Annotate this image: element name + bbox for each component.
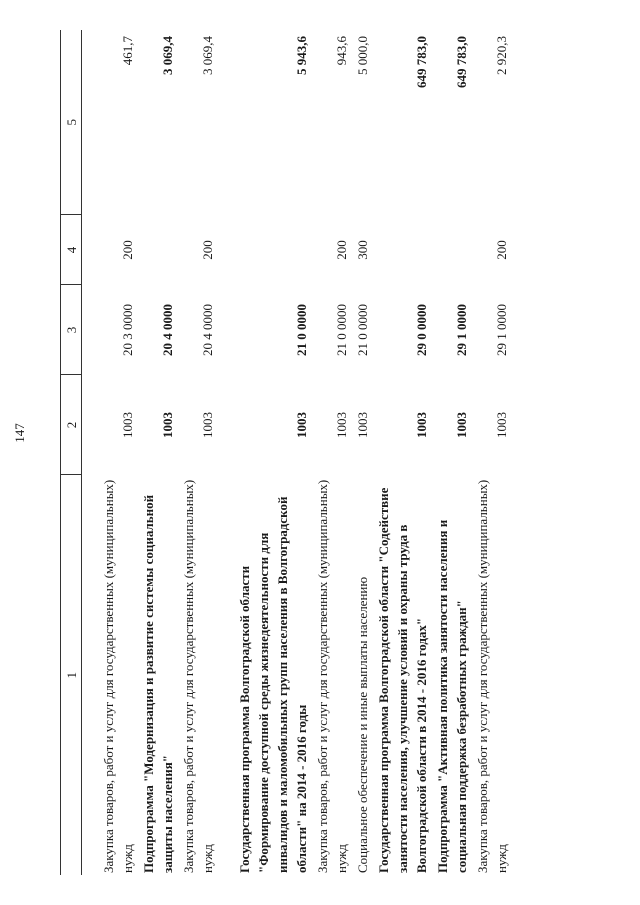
table-row: [178, 30, 218, 875]
row-expense-type: [138, 215, 178, 285]
row-target-code: 21 0 0000: [334, 304, 349, 356]
row-target-code: 21 0 0000: [355, 304, 370, 356]
row-amount: 461,7: [120, 36, 135, 66]
budget-table: [60, 30, 512, 875]
row-expense-type: 200: [120, 240, 135, 260]
table-row: [472, 30, 512, 875]
table-row: [98, 30, 138, 875]
row-amount: 649 783,0: [454, 36, 469, 88]
row-target-code: 21 0 0000: [294, 304, 309, 356]
row-expense-type: [432, 215, 472, 285]
row-amount: 943,6: [334, 36, 349, 66]
spacer-row: [82, 30, 99, 875]
row-section: 1003: [355, 412, 370, 438]
header-col-2: 2: [61, 375, 82, 475]
row-expense-type: 200: [494, 240, 509, 260]
table-body: [82, 30, 513, 875]
row-amount: 5 000,0: [355, 36, 370, 75]
row-section: 1003: [294, 412, 309, 438]
table-row: [312, 30, 352, 875]
row-section: 1003: [120, 412, 135, 438]
row-expense-type: 300: [355, 240, 370, 260]
table-row: [432, 30, 472, 875]
row-name: Закупка товаров, работ и услуг для государственных (муниципальных) нужд: [475, 479, 509, 873]
row-section: 1003: [200, 412, 215, 438]
row-expense-type: 200: [334, 240, 349, 260]
row-target-code: 20 3 0000: [120, 304, 135, 356]
row-name: Государственная программа Волгоградской области "Содействие занятости населения, улучшение условий и охраны труда в Волгоградской области в 2014 - 2016 годах": [376, 487, 429, 873]
row-target-code: 29 1 0000: [494, 304, 509, 356]
row-name: Закупка товаров, работ и услуг для государственных (муниципальных) нужд: [101, 479, 135, 873]
spacer-row: [218, 30, 234, 875]
header-col-1: 1: [61, 475, 82, 875]
table-header-row: [61, 30, 82, 875]
row-expense-type: 200: [200, 240, 215, 260]
header-col-3: 3: [61, 285, 82, 375]
row-target-code: 20 4 0000: [200, 304, 215, 356]
table-row: [138, 30, 178, 875]
table-row: [373, 30, 432, 875]
row-amount: 649 783,0: [414, 36, 429, 88]
row-amount: 3 069,4: [160, 36, 175, 75]
row-expense-type: [234, 215, 312, 285]
row-name: Подпрограмма "Активная политика занятости населения и социальная поддержка безработных граждан": [435, 519, 469, 873]
row-target-code: 29 1 0000: [454, 304, 469, 356]
row-section: 1003: [454, 412, 469, 438]
budget-table-container: [60, 30, 580, 875]
row-target-code: 29 0 0000: [414, 304, 429, 356]
row-expense-type: [373, 215, 432, 285]
row-target-code: 20 4 0000: [160, 304, 175, 356]
header-col-5: 5: [61, 30, 82, 215]
row-section: 1003: [494, 412, 509, 438]
row-section: 1003: [414, 412, 429, 438]
row-amount: 3 069,4: [200, 36, 215, 75]
row-section: 1003: [160, 412, 175, 438]
table-row: [234, 30, 312, 875]
row-name: Закупка товаров, работ и услуг для государственных (муниципальных) нужд: [181, 479, 215, 873]
row-name: Социальное обеспечение и иные выплаты населению: [355, 576, 370, 873]
row-name: Государственная программа Волгоградской области "Формирование доступной среды жизнедеятельности для инвалидов и маломобильных групп населения в Волгоградской области" на 2014 - 2016 годы: [237, 496, 309, 873]
row-name: Подпрограмма "Модернизация и развитие системы социальной защиты населения": [141, 494, 175, 873]
table-row: [352, 30, 373, 875]
row-name: Закупка товаров, работ и услуг для государственных (муниципальных) нужд: [315, 479, 349, 873]
row-amount: 5 943,6: [294, 36, 309, 75]
row-amount: 2 920,3: [494, 36, 509, 75]
row-section: 1003: [334, 412, 349, 438]
page-number: 147: [11, 423, 27, 443]
header-col-4: 4: [61, 215, 82, 285]
